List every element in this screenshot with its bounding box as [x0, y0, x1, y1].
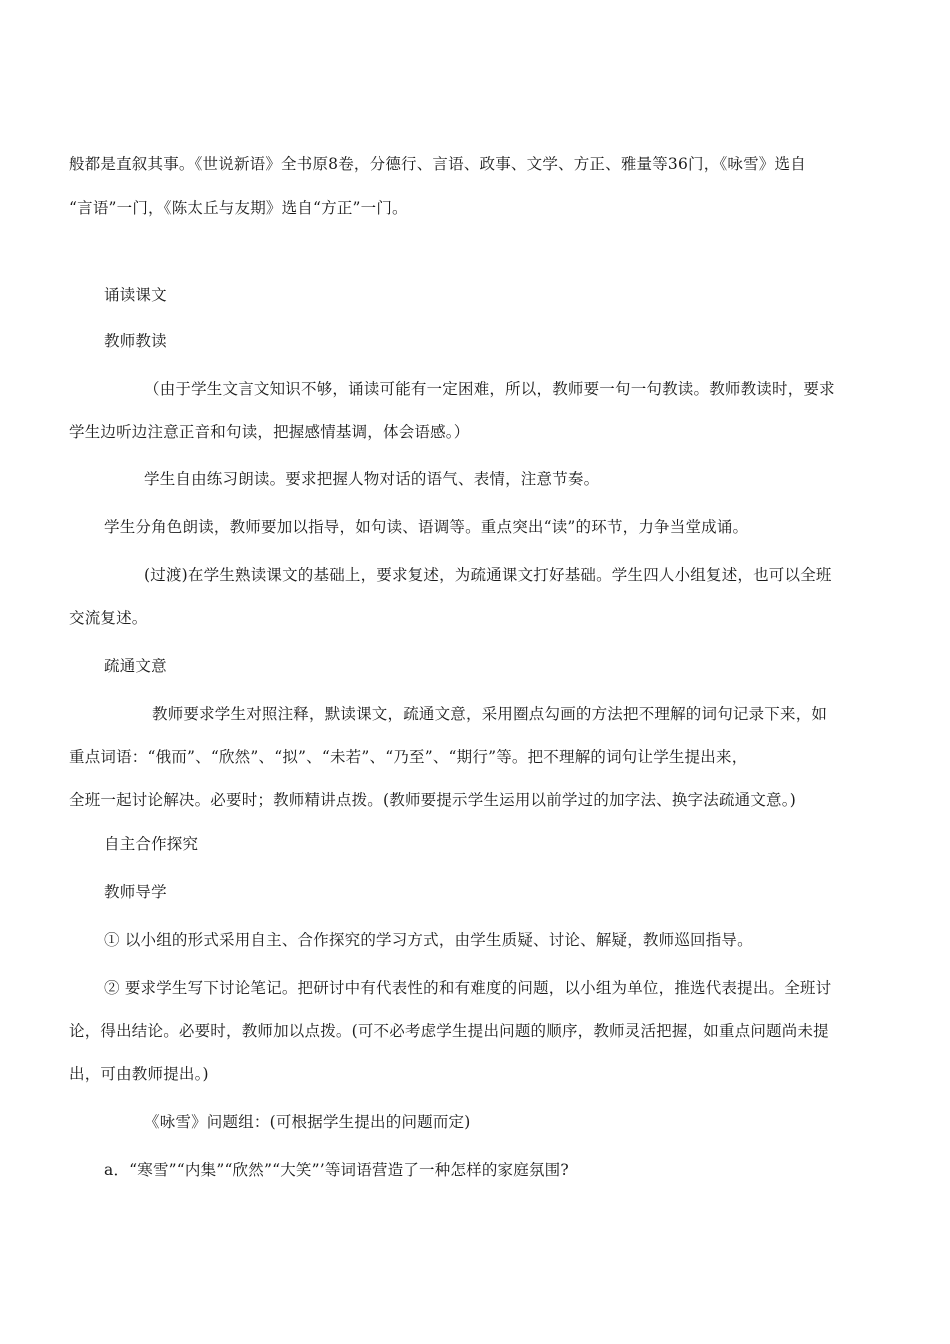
intro-line-1: 般都是直叙其事。《世说新语》全书原8卷，分德行、言语、政事、文学、方正、雅量等36门，《咏雪》选自: [69, 155, 806, 173]
reading-note-line-1: （由于学生文言文知识不够，诵读可能有一定困难，所以，教师要一句一句教读。教师教读时，要求: [144, 380, 835, 398]
subheading-teacher-reading: 教师教读: [104, 332, 167, 350]
reading-note-line-2: 学生边听边注意正音和句读，把握感情基调，体会语感。）: [69, 423, 470, 441]
point-2-line-3: 出，可由教师提出。): [69, 1065, 209, 1083]
role-reading-paragraph: 学生分角色朗读，教师要加以指导，如句读、语调等。重点突出“读”的环节，力争当堂成诵。: [104, 518, 749, 536]
intro-line-2: “言语”一门，《陈太丘与友期》选自“方正”一门。: [69, 199, 408, 217]
section-heading-recite: 诵读课文: [104, 286, 167, 304]
section-heading-explore: 自主合作探究: [104, 835, 199, 853]
point-2-line-1: ② 要求学生写下讨论笔记。把研讨中有代表性的和有难度的问题，以小组为单位，推选代表提出。全班讨: [104, 979, 832, 997]
transition-line-1: (过渡)在学生熟读课文的基础上，要求复述，为疏通课文打好基础。学生四人小组复述，也可以全班: [144, 566, 832, 584]
transition-line-2: 交流复述。: [69, 609, 148, 627]
point-1: ① 以小组的形式采用自主、合作探究的学习方式，由学生质疑、讨论、解疑，教师巡回指导。: [104, 931, 753, 949]
meaning-para-line-3: 全班一起讨论解决。必要时；教师精讲点拨。(教师要提示学生运用以前学过的加字法、换字法疏通文意。): [69, 791, 796, 809]
question-group-heading: 《咏雪》问题组：(可根据学生提出的问题而定): [144, 1113, 471, 1131]
free-practice-paragraph: 学生自由练习朗读。要求把握人物对话的语气、表情，注意节奏。: [144, 470, 600, 488]
meaning-para-line-2: 重点词语：“俄而”、“欣然”、“拟”、“未若”、“乃至”、“期行”等。把不理解的词句让学生提出来，: [69, 748, 748, 766]
section-heading-meaning: 疏通文意: [104, 657, 167, 675]
point-2-line-2: 论，得出结论。必要时，教师加以点拨。(可不必考虑学生提出问题的顺序，教师灵活把握，如重点问题尚未提: [69, 1022, 829, 1040]
meaning-para-line-1: 教师要求学生对照注释，默读课文，疏通文意，采用圈点勾画的方法把不理解的词句记录下来，如: [152, 705, 828, 723]
subheading-teacher-guide: 教师导学: [104, 883, 167, 901]
question-a: a．“寒雪”“内集”“欣然”“大笑”’等词语营造了一种怎样的家庭氛围?: [104, 1161, 569, 1179]
